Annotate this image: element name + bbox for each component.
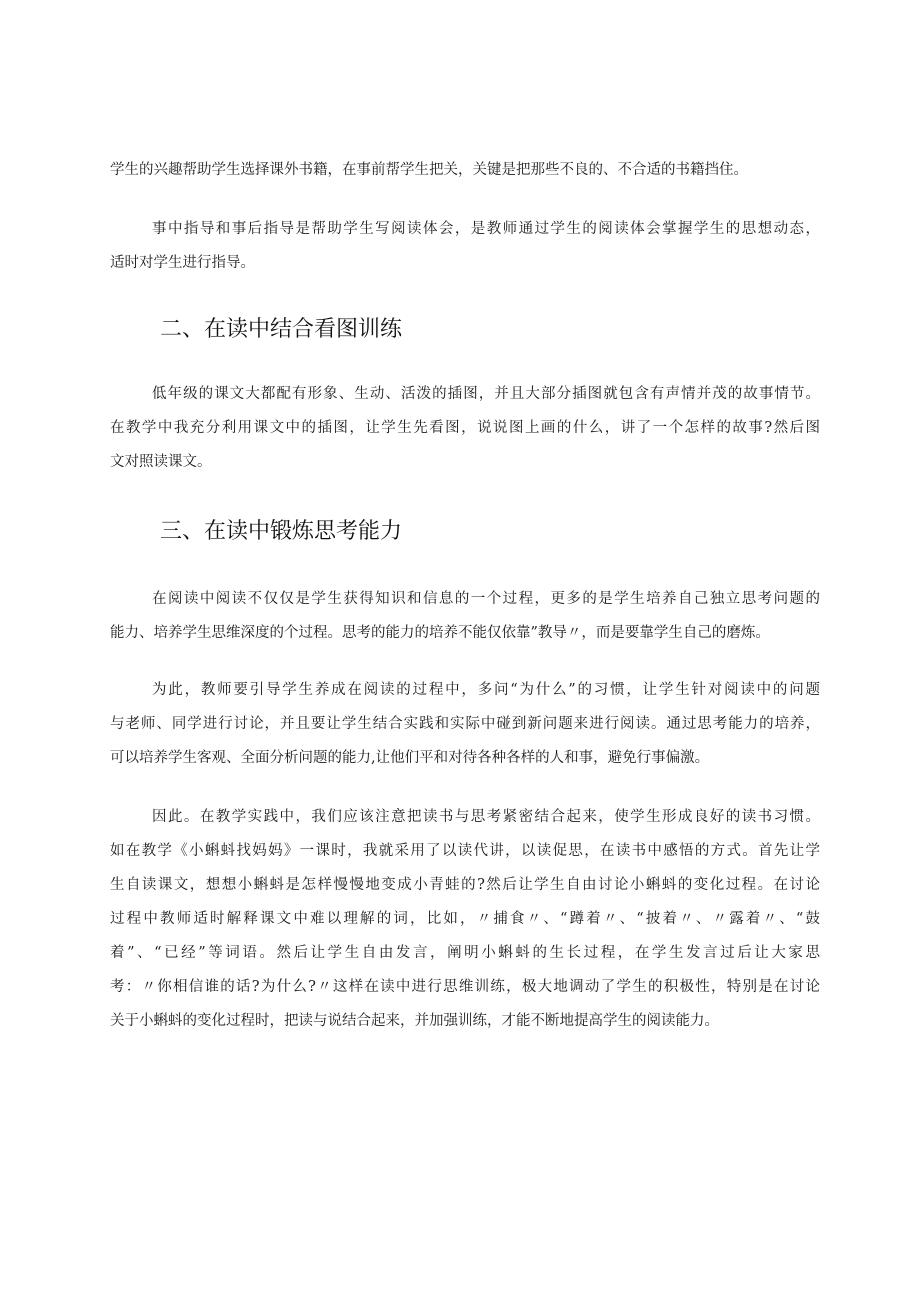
paragraph-line: 在教学中我充分利用课文中的插图，让学生先看图，说说图上画的什么，讲了一个怎样的故事?然后图 bbox=[110, 420, 820, 436]
paragraph-line: 适时对学生进行指导。 bbox=[110, 255, 255, 271]
paragraph-6 bbox=[110, 800, 820, 1038]
paragraph-line: 学生的兴趣帮助学生选择课外书籍，在事前帮学生把关，关键是把那些不良的、不合适的书籍挡住。 bbox=[110, 162, 748, 178]
paragraph-5 bbox=[110, 673, 820, 775]
paragraph-line: 考：〃你相信谁的话?为什么?〃这样在读中进行思维训练，极大地调动了学生的积极性，特别是在讨论 bbox=[110, 979, 820, 995]
paragraph-line: 为此，教师要引导学生养成在阅读的过程中，多问“为什么”的习惯，让学生针对阅读中的问题 bbox=[152, 682, 820, 698]
section-heading-2: 二、在读中结合看图训练 bbox=[160, 317, 403, 342]
paragraph-4 bbox=[110, 582, 820, 650]
paragraph-line: 文对照读课文。 bbox=[110, 454, 212, 470]
paragraph-line: 如在教学《小蝌蚪找妈妈》一课时，我就采用了以读代讲，以读促思，在读书中感悟的方式。首先让学 bbox=[110, 843, 820, 859]
paragraph-line: 低年级的课文大都配有形象、生动、活泼的插图，并且大部分插图就包含有声情并茂的故事情节。 bbox=[152, 386, 820, 402]
paragraph-line: 着”、“已经”等词语。然后让学生自由发言，阐明小蝌蚪的生长过程，在学生发言过后让大家思 bbox=[110, 945, 820, 961]
paragraph-2 bbox=[110, 212, 820, 280]
paragraph-line: 生自读课文，想想小蝌蚪是怎样慢慢地变成小青蛙的?然后让学生自由讨论小蝌蚪的变化过程。在讨论 bbox=[110, 877, 820, 893]
paragraph-line: 可以培养学生客观、全面分析问题的能力,让他们平和对待各种各样的人和事，避免行事偏激。 bbox=[110, 750, 710, 766]
paragraph-line: 事中指导和事后指导是帮助学生写阅读体会，是教师通过学生的阅读体会掌握学生的思想动态， bbox=[152, 221, 820, 237]
paragraph-line: 在阅读中阅读不仅仅是学生获得知识和信息的一个过程，更多的是学生培养自己独立思考问题的 bbox=[152, 591, 820, 607]
paragraph-line: 能力、培养学生思维深度的个过程。思考的能力的培养不能仅依靠”教导〃，而是要靠学生自己的磨炼。 bbox=[110, 625, 770, 641]
paragraph-line: 因此。在教学实践中，我们应该注意把读书与思考紧密结合起来，使学生形成良好的读书习惯。 bbox=[152, 809, 820, 825]
paragraph-1 bbox=[110, 153, 820, 187]
paragraph-line: 与老师、同学进行讨论，并且要让学生结合实践和实际中碰到新问题来进行阅读。通过思考能力的培养， bbox=[110, 716, 820, 732]
paragraph-3 bbox=[110, 377, 820, 479]
paragraph-line: 过程中教师适时解释课文中难以理解的词，比如，〃捕食〃、“蹲着〃、“披着〃、〃露着〃、“鼓 bbox=[110, 911, 820, 927]
paragraph-line: 关于小蝌蚪的变化过程时，把读与说结合起来，并加强训练，才能不断地提高学生的阅读能力。 bbox=[110, 1013, 719, 1029]
section-heading-3: 三、在读中锻炼思考能力 bbox=[160, 519, 403, 544]
